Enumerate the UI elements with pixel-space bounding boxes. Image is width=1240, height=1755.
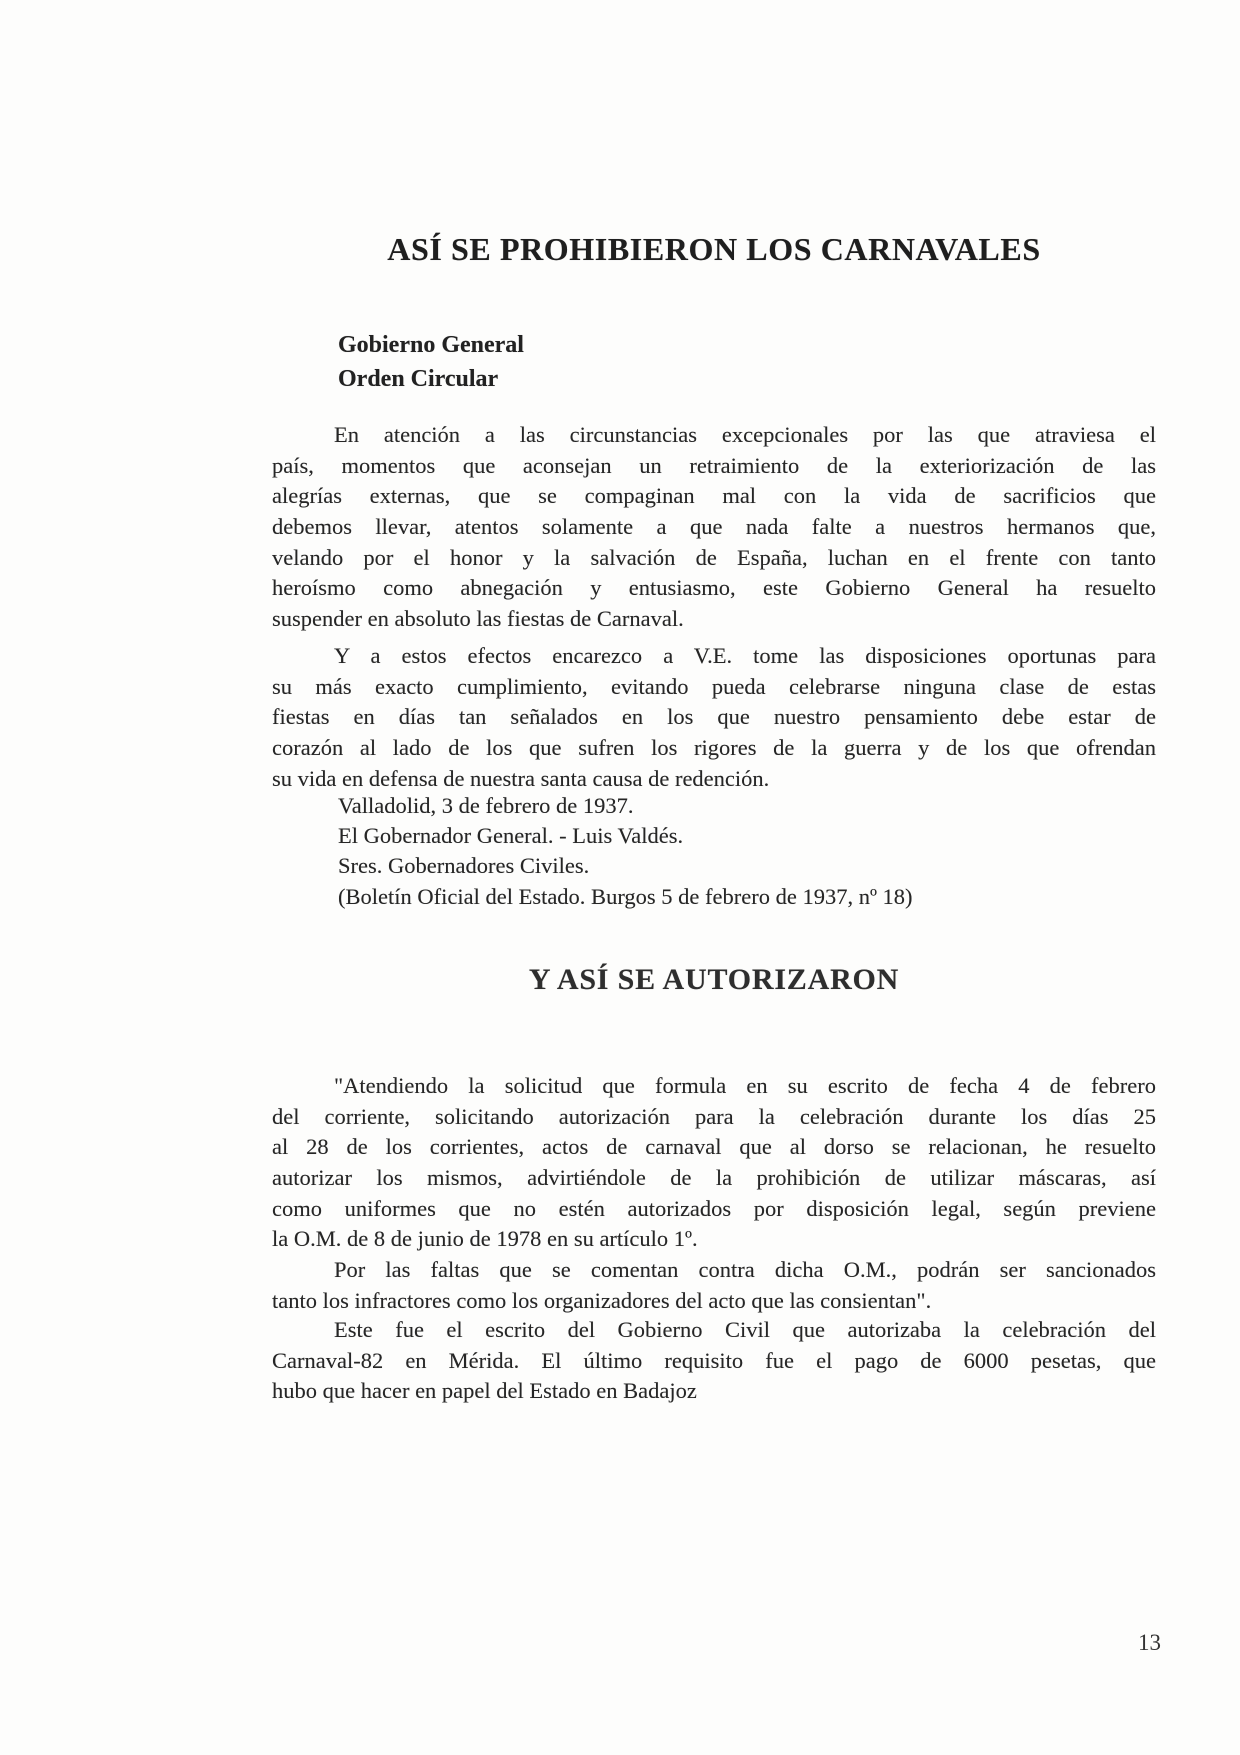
text-line: país, momentos que aconsejan un retraimiento de la exteriorización de las <box>272 452 1156 478</box>
closing-line: El Gobernador General. - Luis Valdés. <box>338 823 684 849</box>
text-line: Este fue el escrito del Gobierno Civil que autorizaba la celebración del <box>334 1317 1156 1342</box>
subtitle-line: Gobierno General <box>338 332 524 358</box>
closing-line: (Boletín Oficial del Estado. Burgos 5 de febrero de 1937, nº 18) <box>338 883 913 909</box>
paragraph <box>272 1315 1156 1407</box>
text-line: fiestas en días tan señalados en los que nuestro pensamiento debe estar de <box>272 704 1156 730</box>
text-line: tanto los infractores como los organizadores del acto que las consientan". <box>272 1287 932 1313</box>
text-line: heroísmo como abnegación y entusiasmo, este Gobierno General ha resuelto <box>272 575 1156 601</box>
text-line: suspender en absoluto las fiestas de Carnaval. <box>272 606 684 632</box>
text-line: alegrías externas, que se compaginan mal con la vida de sacrificios que <box>272 483 1156 509</box>
text-line: Y a estos efectos encarezco a V.E. tome las disposiciones oportunas para <box>334 643 1156 668</box>
main-title: ASÍ SE PROHIBIERON LOS CARNAVALES <box>387 231 1041 267</box>
paragraph <box>272 1255 1156 1316</box>
text-line: su vida en defensa de nuestra santa causa de redención. <box>272 765 770 791</box>
text-line: debemos llevar, atentos solamente a que nada falte a nuestros hermanos que, <box>272 514 1156 540</box>
paragraph <box>272 1071 1156 1255</box>
subtitle-line: Orden Circular <box>338 366 499 392</box>
text-line: Carnaval-82 en Mérida. El último requisito fue el pago de 6000 pesetas, que <box>272 1347 1156 1373</box>
text-line: la O.M. de 8 de junio de 1978 en su artículo 1º. <box>272 1226 698 1252</box>
closing-lines <box>338 791 913 912</box>
text-line: Por las faltas que se comentan contra dicha O.M., podrán ser sancionados <box>334 1257 1156 1282</box>
text-line: del corriente, solicitando autorización para la celebración durante los días 25 <box>272 1103 1156 1129</box>
text-line: como uniformes que no estén autorizados por disposición legal, según previene <box>272 1195 1156 1221</box>
text-line: su más exacto cumplimiento, evitando pueda celebrarse ninguna clase de estas <box>272 673 1156 699</box>
paragraph <box>272 420 1156 635</box>
subtitle <box>338 328 524 396</box>
text-line: hubo que hacer en papel del Estado en Badajoz <box>272 1378 697 1404</box>
text-line: "Atendiendo la solicitud que formula en su escrito de fecha 4 de febrero <box>334 1073 1156 1098</box>
closing-line: Sres. Gobernadores Civiles. <box>338 853 590 879</box>
closing-line: Valladolid, 3 de febrero de 1937. <box>338 793 634 818</box>
text-line: autorizar los mismos, advirtiéndole de la prohibición de utilizar máscaras, así <box>272 1165 1156 1191</box>
text-line: al 28 de los corrientes, actos de carnaval que al dorso se relacionan, he resuelto <box>272 1134 1156 1160</box>
page-number: 13 <box>1138 1630 1161 1655</box>
text-line: velando por el honor y la salvación de España, luchan en el frente con tanto <box>272 544 1156 570</box>
paragraph <box>272 641 1156 794</box>
section-title: Y ASÍ SE AUTORIZARON <box>528 963 900 996</box>
text-line: En atención a las circunstancias excepcionales por las que atraviesa el <box>334 422 1156 447</box>
text-line: corazón al lado de los que sufren los rigores de la guerra y de los que ofrendan <box>272 735 1156 761</box>
